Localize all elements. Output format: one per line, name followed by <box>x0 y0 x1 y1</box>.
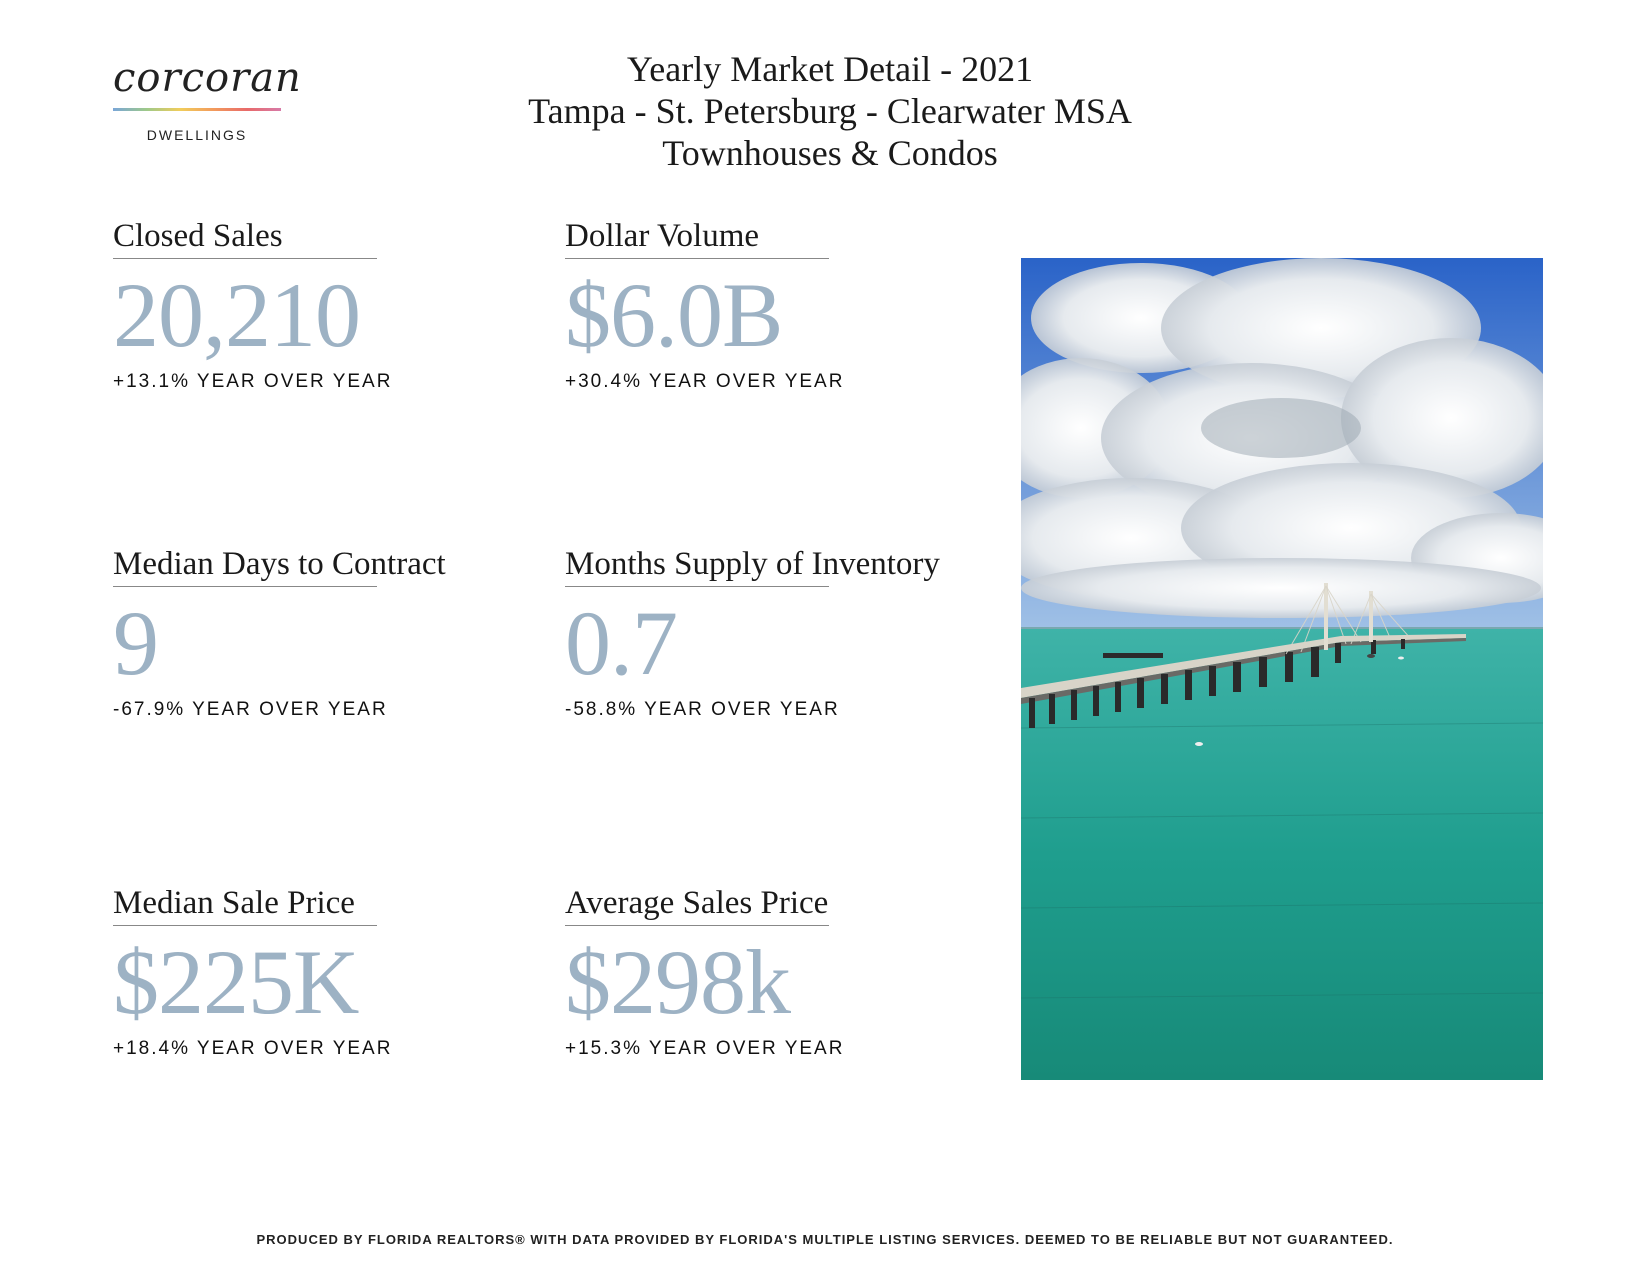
metric-average-sales-price <box>565 883 1005 1060</box>
metric-value: $298k <box>565 931 790 1033</box>
metric-value: 0.7 <box>565 592 677 694</box>
corcoran-logo <box>113 55 302 143</box>
metric-change: +13.1% YEAR OVER YEAR <box>113 371 393 392</box>
logo-subtitle: DWELLINGS <box>146 127 248 143</box>
metric-months-supply <box>565 544 1005 721</box>
metric-median-sale-price <box>113 883 553 1060</box>
metric-divider <box>113 586 377 587</box>
metric-divider <box>565 586 829 587</box>
bridge-photo <box>1021 258 1543 1080</box>
metric-change: +15.3% YEAR OVER YEAR <box>565 1038 845 1059</box>
metric-divider <box>113 258 377 259</box>
metric-change: +18.4% YEAR OVER YEAR <box>113 1038 393 1059</box>
report-header <box>460 48 1200 174</box>
metric-median-days-to-contract <box>113 544 553 721</box>
header-property-type: Townhouses & Condos <box>662 133 998 173</box>
metric-change: -58.8% YEAR OVER YEAR <box>565 699 840 720</box>
bridge-photo-illustration <box>1021 258 1543 1080</box>
logo-wordmark: corcoran <box>113 55 302 101</box>
disclaimer-footer: PRODUCED BY FLORIDA REALTORS® WITH DATA PROVIDED BY FLORIDA'S MULTIPLE LISTING SERVICES. DEEMED TO BE RELIABLE BUT NOT GUARANTEED. <box>256 1232 1394 1247</box>
metric-label: Median Days to Contract <box>113 546 446 582</box>
metric-closed-sales <box>113 216 553 393</box>
metric-divider <box>113 925 377 926</box>
metric-dollar-volume <box>565 216 1005 393</box>
logo-gradient-bar <box>113 108 281 111</box>
metric-label: Average Sales Price <box>565 885 829 921</box>
metric-label: Median Sale Price <box>113 885 355 921</box>
metric-label: Months Supply of Inventory <box>565 546 940 582</box>
metric-divider <box>565 258 829 259</box>
metric-value: $6.0B <box>565 264 783 366</box>
metric-change: +30.4% YEAR OVER YEAR <box>565 371 845 392</box>
header-region: Tampa - St. Petersburg - Clearwater MSA <box>528 91 1132 131</box>
metric-value: $225K <box>113 931 359 1033</box>
metric-value: 9 <box>113 592 158 694</box>
metric-label: Closed Sales <box>113 218 283 254</box>
metric-label: Dollar Volume <box>565 218 760 254</box>
metric-value: 20,210 <box>113 264 360 366</box>
metric-divider <box>565 925 829 926</box>
header-title: Yearly Market Detail - 2021 <box>626 49 1034 89</box>
metric-change: -67.9% YEAR OVER YEAR <box>113 699 388 720</box>
